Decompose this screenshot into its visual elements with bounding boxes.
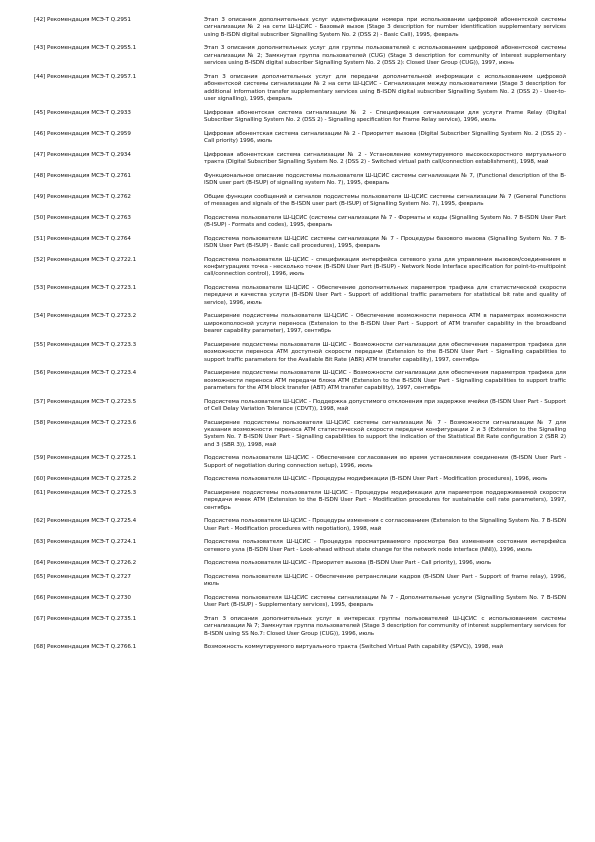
reference-number: [54]	[34, 313, 46, 320]
reference-code: Рекомендация МСЭ-Т Q.2723.5	[47, 398, 137, 405]
reference-title: Возможность коммутируемого виртуального тракта (Switched Virtual Path capability (SPVC)), 1998, май	[204, 644, 504, 651]
reference-label	[34, 560, 204, 567]
reference-label	[34, 194, 204, 209]
reference-title: Подсистема пользователя Ш-ЦСИС - Поддержка допустимого отклонения при задержке ячейки (B-ISDN User Part - Support of Cell Delay Variation Tolerance (CDVT)), 1998, май	[204, 398, 566, 413]
reference-code: Рекомендация МСЭ-Т Q.2723.3	[47, 341, 137, 348]
reference-title: Этап 3 описания дополнительных услуг идентификации номера при использовании цифровой абонентской системы сигнализации № 2 на сети Ш-ЦСИС - Базовый вызов (Stage 3 description for number identification supplementary services using B-ISDN digital subscriber Signalling System No. 2 (DSS 2) - Basic Call), 1995, февраль	[204, 17, 566, 38]
reference-code: Рекомендация МСЭ-Т Q.2766.1	[47, 644, 137, 651]
reference-title: Цифровая абонентская система сигнализации № 2 - Приоритет вызова (Digital Subscriber Signalling System No. 2 (DSS 2) - Call priority) 1996, июль	[204, 130, 566, 145]
reference-number: [62]	[34, 518, 46, 525]
reference-entry	[34, 313, 566, 335]
reference-number: [52]	[34, 256, 46, 263]
reference-title: Подсистема пользователя Ш-ЦСИС - Обеспечение ретрансляции кадров (B-ISDN User Part - Support of frame relay), 1996, июль	[204, 574, 566, 588]
reference-code: Рекомендация МСЭ-Т Q.2730	[47, 595, 131, 602]
reference-entry	[34, 370, 566, 392]
reference-number: [68]	[34, 644, 46, 651]
reference-code: Рекомендация МСЭ-Т Q.2764	[47, 235, 131, 242]
reference-label	[34, 490, 204, 512]
reference-number: [61]	[34, 490, 46, 497]
reference-number: [53]	[34, 285, 46, 292]
reference-number: [59]	[34, 455, 46, 462]
reference-title: Подсистема пользователя Ш-ЦСИС - Процедуры изменения с согласованием (Extension to the Signalling System No. 7 B-ISDN User Part - Modification procedures with negotiation), 1998, май	[204, 518, 566, 532]
reference-label	[34, 236, 204, 251]
reference-entry	[34, 172, 566, 188]
reference-number: [49]	[34, 193, 46, 200]
reference-number: [58]	[34, 419, 46, 426]
reference-label	[34, 17, 204, 39]
reference-title: Подсистема пользователя Ш-ЦСИС системы сигнализации № 7 - Процедуры базового вызова (Signalling System No. 7 B-ISDN User Part (B-ISUP) - Basic call procedures), 1995, февраль	[204, 235, 566, 250]
reference-code: Рекомендация МСЭ-Т Q.2725.1	[47, 455, 137, 462]
reference-label	[34, 173, 204, 188]
reference-label	[34, 455, 204, 470]
reference-entry	[34, 17, 566, 39]
reference-number: [43]	[34, 45, 46, 52]
reference-code: Рекомендация МСЭ-Т Q.2761	[47, 172, 131, 179]
reference-label	[34, 110, 204, 125]
reference-code: Рекомендация МСЭ-Т Q.2959	[47, 130, 131, 137]
reference-number: [57]	[34, 398, 46, 405]
reference-label	[34, 215, 204, 230]
reference-code: Рекомендация МСЭ-Т Q.2955.1	[47, 45, 137, 52]
reference-number: [47]	[34, 151, 46, 158]
reference-entry	[34, 45, 566, 67]
reference-number: [63]	[34, 539, 46, 546]
reference-code: Рекомендация МСЭ-Т Q.2725.3	[47, 490, 137, 497]
reference-code: Рекомендация МСЭ-Т Q.2951	[47, 17, 131, 23]
reference-title: Подсистема пользователя Ш-ЦСИС (системы сигнализации № 7 - Форматы и коды (Signalling System No. 7 B-ISDN User Part (B-ISUP) - Formats and codes), 1995, февраль	[204, 214, 566, 229]
reference-label	[34, 399, 204, 414]
reference-entry	[34, 560, 562, 567]
reference-label	[34, 420, 204, 450]
reference-entry	[34, 130, 566, 146]
reference-code: Рекомендация МСЭ-Т Q.2723.1	[47, 285, 137, 292]
reference-entry	[34, 455, 566, 470]
reference-code: Рекомендация МСЭ-Т Q.2933	[47, 109, 131, 116]
reference-code: Рекомендация МСЭ-Т Q.2726.2	[47, 560, 137, 567]
reference-number: [48]	[34, 172, 46, 179]
reference-title: Этап 3 описания дополнительных услуг в интересах группы пользователей Ш-ЦСИС с использованием системы сигнализации № 7; Замкнутая группа пользователей (Stage 3 description for community of interest supplementary services for B-ISDN using SS No.7: Closed User Group (CUG)), 1996, июль	[204, 616, 566, 637]
reference-label	[34, 518, 204, 533]
reference-title: Подсистема пользователя Ш-ЦСИС - Процедуры модификации (B-ISDN User Part - Modification procedures), 1996, июль	[204, 476, 548, 483]
reference-label	[34, 45, 204, 67]
reference-label	[34, 644, 204, 651]
reference-entry	[34, 235, 566, 251]
reference-number: [45]	[34, 109, 46, 116]
reference-code: Рекомендация МСЭ-Т Q.2725.4	[47, 518, 137, 525]
reference-code: Рекомендация МСЭ-Т Q.2727	[47, 574, 131, 581]
reference-title: Цифровая абонентская система сигнализации № 2 - Установление коммутируемого высокоскоростного виртуального тракта (Digital Subscriber Signalling System No. 2 (DSS 2) - Switched virtual path call/connection establishment), 1998, май	[204, 151, 566, 166]
reference-label	[34, 285, 204, 307]
reference-title: Расширение подсистемы пользователя Ш-ЦСИС - Обеспечение возможности переноса ATM в параметрах возможности широкополосной услуги переноса (Extension to the B-ISDN User Part - Support of ATM transfer capability in the broadband bearer capability parameter), 1997, сентябрь	[204, 313, 566, 335]
reference-code: Рекомендация МСЭ-Т Q.2723.2	[47, 313, 137, 320]
reference-entry	[34, 109, 566, 125]
reference-number: [56]	[34, 370, 46, 377]
reference-title: Подсистема пользователя Ш-ЦСИС системы сигнализации № 7 - Дополнительные услуги (Signalling System No. 7 B-ISDN User Part (B-ISUP) - Supplementary services), 1995, февраль	[204, 595, 566, 609]
reference-title: Подсистема пользователя Ш-ЦСИС - Обеспечение дополнительных параметров трафика для статистической скорости передачи и качества услуги (B-ISDN User Part - Support of additional traffic parameters for statistical bit rate and quality of service), 1996, июль	[204, 285, 566, 306]
reference-code: Рекомендация МСЭ-Т Q.2724.1	[47, 539, 137, 546]
reference-number: [66]	[34, 595, 46, 602]
reference-code: Рекомендация МСЭ-Т Q.2762	[47, 193, 131, 200]
reference-number: [64]	[34, 560, 46, 567]
reference-label	[34, 595, 204, 610]
reference-label	[34, 131, 204, 146]
reference-list	[34, 17, 566, 658]
reference-number: [67]	[34, 616, 46, 623]
reference-number: [44]	[34, 73, 46, 80]
reference-label	[34, 152, 204, 167]
reference-number: [55]	[34, 341, 46, 348]
reference-title: Функциональное описание подсистемы пользователя Ш-ЦСИС системы сигнализации № 7, (Functional description of the B-ISDN user part (B-ISUP) of signalling system No. 7), 1995, февраль	[204, 172, 566, 187]
reference-entry	[34, 73, 566, 104]
reference-entry	[34, 595, 566, 610]
reference-number: [51]	[34, 235, 46, 242]
reference-label	[34, 257, 204, 279]
reference-entry	[34, 476, 562, 483]
reference-label	[34, 313, 204, 335]
reference-code: Рекомендация МСЭ-Т Q.2725.2	[47, 476, 137, 483]
reference-entry	[34, 616, 566, 638]
reference-entry	[34, 574, 566, 589]
reference-number: [46]	[34, 130, 46, 137]
reference-title: Этап 3 описания дополнительных услуг для группы пользователей с использованием цифровой абонентской системы сигнализации № 2; Замкнутая группа пользователей (CUG) (Stage 3 description for community of interest supplementary services using B-ISDN digital subscriber Signalling System No. 2 (DSS 2): Closed User Group (CUG)), 1997, июнь	[204, 45, 566, 67]
reference-code: Рекомендация МСЭ-Т Q.2723.6	[47, 419, 137, 426]
reference-code: Рекомендация МСЭ-Т Q.2934	[47, 151, 131, 158]
reference-title: Расширение подсистемы пользователя Ш-ЦСИС - Возможности сигнализации для обеспечения параметров трафика для возможности переноса ATM передачи блока ATM (Extension to the B-ISDN User Part - Signalling capabilities to support traffic parameters for the ATM block transfer (ABT) ATM transfer capability), 1997, сентябрь	[204, 370, 566, 392]
reference-code: Рекомендация МСЭ-Т Q.2957.1	[47, 73, 137, 80]
reference-entry	[34, 419, 566, 450]
reference-entry	[34, 644, 562, 651]
reference-title: Общие функции сообщений и сигналов подсистемы пользователя Ш-ЦСИС системы сигнализации № 7 (General Functions of messages and signals of the B-ISDN user part (B-ISUP) of Signalling System No. 7), 1995, февраль	[204, 193, 566, 208]
reference-entry	[34, 151, 566, 167]
reference-title: Расширение подсистемы пользователя Ш-ЦСИС системы сигнализации № 7 - Возможности сигнализации № 7 для указания возможности переноса ATM статистической скорости передачи конфигурации 2 и 3 (Extension to the Signalling System No. 7 B-ISDN User Part - Signalling capabilities to support the indication of the Statistical Bit Rate configuration 2 (SBR 2) and 3 (SBR 3)), 1998, май	[204, 419, 566, 448]
reference-entry	[34, 341, 566, 364]
reference-title: Расширение подсистемы пользователя Ш-ЦСИС - Возможности сигнализации для обеспечения параметров трафика для возможности переноса ATM доступной скорости передачи (Extension to the B-ISDN User Part - Signalling capabilities to support traffic parameters for the Available Bit Rate (ABR) ATM transfer capability), 1997, сентябрь	[204, 341, 566, 363]
reference-entry	[34, 490, 566, 512]
reference-title: Подсистема пользователя Ш-ЦСИС - Приоритет вызова (B-ISDN User Part - Call priority), 1996, июль	[204, 560, 492, 567]
reference-title: Подсистема пользователя Ш-ЦСИС - Процедура просматриваемого просмотра без изменения состояния интерфейса сетевого узла (B-ISDN User Part - Look-ahead without state change for the network node interface (NNI)), 1996, июль	[204, 539, 566, 553]
reference-title: Подсистема пользователя Ш-ЦСИС - Обеспечение согласования во время установления соединения (B-ISDN User Part - Support of negotiation during connection setup), 1996, июль	[204, 455, 566, 469]
reference-label	[34, 342, 204, 364]
reference-number: [65]	[34, 574, 46, 581]
reference-number: [60]	[34, 476, 46, 483]
reference-entry	[34, 539, 566, 554]
reference-title: Этап 3 описания дополнительных услуг для передачи дополнительной информации с использованием цифровой абонентской системы сигнализации № 2 на сети Ш-ЦСИС - Сигнализация между пользователями (Stage 3 description for additional information transfer supplementary services using B-ISDN digital subscriber Signalling System No. 2 (DSS 2) - User-to-user signalling), 1995, февраль	[204, 73, 566, 103]
reference-label	[34, 74, 204, 104]
reference-code: Рекомендация МСЭ-Т Q.2722.1	[47, 256, 137, 263]
reference-label	[34, 616, 204, 638]
reference-label	[34, 370, 204, 392]
reference-number: [50]	[34, 214, 46, 221]
reference-entry	[34, 398, 566, 414]
reference-entry	[34, 285, 566, 307]
reference-code: Рекомендация МСЭ-Т Q.2735.1	[47, 616, 137, 623]
reference-title: Расширение подсистемы пользователя Ш-ЦСИС - Процедуры модификации для параметров поддерживаемой скорости передачи ячеек ATM (Extension to the B-ISDN User Part - Modification procedures for sustainable cell rate parameters), 1997, сентябрь	[204, 490, 566, 511]
reference-label	[34, 476, 204, 483]
reference-code: Рекомендация МСЭ-Т Q.2763	[47, 214, 131, 221]
reference-label	[34, 539, 204, 554]
reference-entry	[34, 518, 566, 533]
reference-entry	[34, 256, 566, 279]
reference-entry	[34, 214, 566, 230]
reference-title: Цифровая абонентская система сигнализации № 2 - Спецификация сигнализации для услуги Frame Relay (Digital Subscriber Signalling System No. 2 (DSS 2) - Signalling specification for Frame Relay service), 1996, июль	[204, 109, 566, 124]
reference-entry	[34, 193, 566, 209]
reference-label	[34, 574, 204, 589]
reference-code: Рекомендация МСЭ-Т Q.2723.4	[47, 370, 137, 377]
reference-title: Подсистема пользователя Ш-ЦСИС - спецификация интерфейса сетевого узла для управления вызовом/соединением в конфигурациях точка - несколько точек (B-ISDN User Part (B-ISUP) - Network Node Interface specification for point-to-multipoint call/connection control), 1996, июль	[204, 256, 566, 278]
reference-number: [42]	[34, 17, 46, 23]
